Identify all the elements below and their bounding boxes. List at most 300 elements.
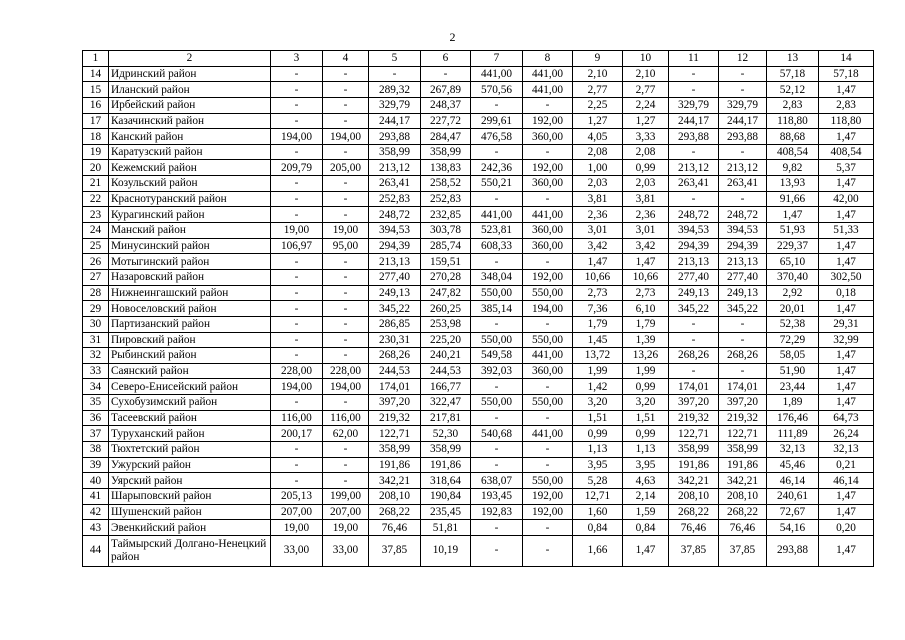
value-cell: 1,47 <box>819 535 874 566</box>
table-row <box>83 82 874 98</box>
row-number-cell: 26 <box>83 254 109 270</box>
table-row <box>83 332 874 348</box>
value-cell: 277,40 <box>669 269 719 285</box>
value-cell: 37,85 <box>369 535 421 566</box>
value-cell: 213,12 <box>669 160 719 176</box>
value-cell: 1,79 <box>573 316 623 332</box>
value-cell: 46,14 <box>819 473 874 489</box>
value-cell: 166,77 <box>421 379 471 395</box>
value-cell: 1,47 <box>819 379 874 395</box>
value-cell: 2,24 <box>623 97 669 113</box>
column-header: 11 <box>669 51 719 67</box>
value-cell: 244,17 <box>669 113 719 129</box>
value-cell: 1,27 <box>623 113 669 129</box>
value-cell: 360,00 <box>523 129 573 145</box>
value-cell: 394,53 <box>369 223 421 239</box>
district-name-cell: Рыбинский район <box>109 348 271 364</box>
value-cell: 268,26 <box>669 348 719 364</box>
value-cell: 213,12 <box>719 160 767 176</box>
value-cell: 5,37 <box>819 160 874 176</box>
value-cell: 244,17 <box>369 113 421 129</box>
value-cell: 441,00 <box>471 207 523 223</box>
value-cell: 19,00 <box>271 223 323 239</box>
value-cell: 76,46 <box>369 520 421 536</box>
value-cell: 342,21 <box>369 473 421 489</box>
district-name-cell: Эвенкийский район <box>109 520 271 536</box>
value-cell: 263,41 <box>719 176 767 192</box>
value-cell: 19,00 <box>323 520 369 536</box>
value-cell: - <box>669 144 719 160</box>
district-name-cell: Каратузский район <box>109 144 271 160</box>
value-cell: 213,13 <box>719 254 767 270</box>
value-cell: 64,73 <box>819 410 874 426</box>
value-cell: 608,33 <box>471 238 523 254</box>
value-cell: 116,00 <box>271 410 323 426</box>
value-cell: 65,10 <box>767 254 819 270</box>
value-cell: 191,86 <box>369 457 421 473</box>
table-row <box>83 379 874 395</box>
value-cell: - <box>271 348 323 364</box>
value-cell: 1,60 <box>573 504 623 520</box>
value-cell: - <box>323 473 369 489</box>
value-cell: 1,27 <box>573 113 623 129</box>
table-row <box>83 395 874 411</box>
district-name-cell: Ирбейский район <box>109 97 271 113</box>
value-cell: 1,47 <box>819 363 874 379</box>
value-cell: 193,45 <box>471 488 523 504</box>
district-name-cell: Шушенский район <box>109 504 271 520</box>
value-cell: - <box>471 442 523 458</box>
value-cell: 19,00 <box>323 223 369 239</box>
table-row <box>83 410 874 426</box>
district-name-cell: Казачинский район <box>109 113 271 129</box>
district-name-cell: Назаровский район <box>109 269 271 285</box>
value-cell: - <box>523 442 573 458</box>
value-cell: 1,00 <box>573 160 623 176</box>
value-cell: 249,13 <box>669 285 719 301</box>
value-cell: 2,83 <box>767 97 819 113</box>
value-cell: 205,13 <box>271 488 323 504</box>
value-cell: 303,78 <box>421 223 471 239</box>
district-name-cell: Таймырский Долгано-Ненецкий район <box>109 535 271 566</box>
value-cell: - <box>323 113 369 129</box>
column-header: 9 <box>573 51 623 67</box>
value-cell: - <box>523 144 573 160</box>
value-cell: - <box>271 457 323 473</box>
value-cell: 192,00 <box>523 504 573 520</box>
row-number-cell: 43 <box>83 520 109 536</box>
value-cell: - <box>323 348 369 364</box>
value-cell: 2,73 <box>573 285 623 301</box>
value-cell: 1,47 <box>819 348 874 364</box>
value-cell: 408,54 <box>767 144 819 160</box>
value-cell: 2,73 <box>623 285 669 301</box>
value-cell: - <box>271 97 323 113</box>
column-header: 2 <box>109 51 271 67</box>
value-cell: 1,89 <box>767 395 819 411</box>
row-number-cell: 14 <box>83 66 109 82</box>
value-cell: 345,22 <box>719 301 767 317</box>
value-cell: 194,00 <box>271 129 323 145</box>
value-cell: 3,20 <box>623 395 669 411</box>
value-cell: 174,01 <box>719 379 767 395</box>
value-cell: 13,72 <box>573 348 623 364</box>
value-cell: - <box>669 316 719 332</box>
row-number-cell: 16 <box>83 97 109 113</box>
value-cell: - <box>523 316 573 332</box>
value-cell: 550,21 <box>471 176 523 192</box>
value-cell: 122,71 <box>669 426 719 442</box>
row-number-cell: 41 <box>83 488 109 504</box>
value-cell: 174,01 <box>369 379 421 395</box>
value-cell: 252,83 <box>369 191 421 207</box>
value-cell: 342,21 <box>719 473 767 489</box>
row-number-cell: 22 <box>83 191 109 207</box>
table-row <box>83 442 874 458</box>
district-name-cell: Кежемский район <box>109 160 271 176</box>
value-cell: - <box>271 191 323 207</box>
value-cell: - <box>471 191 523 207</box>
value-cell: 2,03 <box>623 176 669 192</box>
value-cell: 270,28 <box>421 269 471 285</box>
district-name-cell: Козульский район <box>109 176 271 192</box>
value-cell: - <box>323 82 369 98</box>
value-cell: 205,00 <box>323 160 369 176</box>
value-cell: - <box>523 457 573 473</box>
value-cell: - <box>271 473 323 489</box>
value-cell: 318,64 <box>421 473 471 489</box>
value-cell: 51,33 <box>819 223 874 239</box>
value-cell: 2,77 <box>623 82 669 98</box>
value-cell: 294,39 <box>719 238 767 254</box>
table-row <box>83 129 874 145</box>
row-number-cell: 32 <box>83 348 109 364</box>
value-cell: 228,00 <box>271 363 323 379</box>
row-number-cell: 17 <box>83 113 109 129</box>
value-cell: 342,21 <box>669 473 719 489</box>
value-cell: - <box>323 301 369 317</box>
value-cell: 1,42 <box>573 379 623 395</box>
value-cell: - <box>323 332 369 348</box>
value-cell: 397,20 <box>369 395 421 411</box>
value-cell: 10,66 <box>573 269 623 285</box>
table-row <box>83 223 874 239</box>
value-cell: 76,46 <box>719 520 767 536</box>
table-row <box>83 363 874 379</box>
value-cell: 3,81 <box>623 191 669 207</box>
value-cell: 360,00 <box>523 363 573 379</box>
value-cell: 348,04 <box>471 269 523 285</box>
district-name-cell: Ужурский район <box>109 457 271 473</box>
value-cell: 1,51 <box>573 410 623 426</box>
value-cell: 1,47 <box>623 535 669 566</box>
value-cell: 207,00 <box>323 504 369 520</box>
value-cell: 4,63 <box>623 473 669 489</box>
value-cell: 13,93 <box>767 176 819 192</box>
column-header: 1 <box>83 51 109 67</box>
value-cell: 244,53 <box>369 363 421 379</box>
value-cell: 1,47 <box>819 82 874 98</box>
value-cell: 1,45 <box>573 332 623 348</box>
value-cell: 219,32 <box>669 410 719 426</box>
value-cell: 2,25 <box>573 97 623 113</box>
row-number-cell: 36 <box>83 410 109 426</box>
value-cell: 62,00 <box>323 426 369 442</box>
row-number-cell: 27 <box>83 269 109 285</box>
value-cell: - <box>669 363 719 379</box>
value-cell: - <box>471 379 523 395</box>
value-cell: 358,99 <box>421 442 471 458</box>
value-cell: 1,39 <box>623 332 669 348</box>
district-name-cell: Шарыповский район <box>109 488 271 504</box>
value-cell: 277,40 <box>719 269 767 285</box>
value-cell: 213,13 <box>369 254 421 270</box>
district-name-cell: Мотыгинский район <box>109 254 271 270</box>
value-cell: - <box>271 316 323 332</box>
value-cell: 207,00 <box>271 504 323 520</box>
value-cell: 192,00 <box>523 160 573 176</box>
value-cell: - <box>271 82 323 98</box>
value-cell: - <box>323 191 369 207</box>
value-cell: 549,58 <box>471 348 523 364</box>
row-number-cell: 21 <box>83 176 109 192</box>
value-cell: 358,99 <box>369 442 421 458</box>
value-cell: - <box>271 113 323 129</box>
value-cell: 72,29 <box>767 332 819 348</box>
value-cell: 286,85 <box>369 316 421 332</box>
table-row <box>83 254 874 270</box>
value-cell: 192,00 <box>523 113 573 129</box>
value-cell: 2,14 <box>623 488 669 504</box>
row-number-cell: 24 <box>83 223 109 239</box>
value-cell: 293,88 <box>669 129 719 145</box>
value-cell: 3,95 <box>623 457 669 473</box>
value-cell: 268,26 <box>719 348 767 364</box>
value-cell: - <box>719 82 767 98</box>
value-cell: 0,84 <box>573 520 623 536</box>
value-cell: 2,03 <box>573 176 623 192</box>
value-cell: 3,01 <box>573 223 623 239</box>
value-cell: 2,92 <box>767 285 819 301</box>
value-cell: 550,00 <box>523 395 573 411</box>
value-cell: 240,61 <box>767 488 819 504</box>
district-name-cell: Манский район <box>109 223 271 239</box>
value-cell: 3,20 <box>573 395 623 411</box>
value-cell: 9,82 <box>767 160 819 176</box>
value-cell: 550,00 <box>523 473 573 489</box>
value-cell: - <box>271 332 323 348</box>
district-name-cell: Новоселовский район <box>109 301 271 317</box>
value-cell: 200,17 <box>271 426 323 442</box>
column-header: 4 <box>323 51 369 67</box>
value-cell: - <box>523 410 573 426</box>
value-cell: 1,47 <box>819 504 874 520</box>
value-cell: - <box>421 66 471 82</box>
value-cell: 0,84 <box>623 520 669 536</box>
value-cell: 253,98 <box>421 316 471 332</box>
value-cell: 118,80 <box>819 113 874 129</box>
value-cell: 322,47 <box>421 395 471 411</box>
value-cell: 294,39 <box>369 238 421 254</box>
value-cell: 194,00 <box>323 129 369 145</box>
value-cell: 268,26 <box>369 348 421 364</box>
value-cell: - <box>523 379 573 395</box>
table-row <box>83 473 874 489</box>
value-cell: - <box>719 191 767 207</box>
value-cell: - <box>471 457 523 473</box>
value-cell: 208,10 <box>369 488 421 504</box>
value-cell: 550,00 <box>523 285 573 301</box>
value-cell: 523,81 <box>471 223 523 239</box>
column-header: 6 <box>421 51 471 67</box>
value-cell: 258,52 <box>421 176 471 192</box>
table-row <box>83 301 874 317</box>
value-cell: 0,99 <box>623 379 669 395</box>
value-cell: 33,00 <box>323 535 369 566</box>
value-cell: 329,79 <box>369 97 421 113</box>
value-cell: 32,13 <box>767 442 819 458</box>
value-cell: 242,36 <box>471 160 523 176</box>
value-cell: - <box>719 66 767 82</box>
value-cell: 2,36 <box>573 207 623 223</box>
value-cell: - <box>471 254 523 270</box>
value-cell: 118,80 <box>767 113 819 129</box>
row-number-cell: 39 <box>83 457 109 473</box>
value-cell: 2,08 <box>623 144 669 160</box>
value-cell: 52,38 <box>767 316 819 332</box>
value-cell: 26,24 <box>819 426 874 442</box>
value-cell: - <box>271 301 323 317</box>
value-cell: 88,68 <box>767 129 819 145</box>
value-cell: 213,13 <box>669 254 719 270</box>
value-cell: - <box>471 144 523 160</box>
row-number-cell: 29 <box>83 301 109 317</box>
value-cell: 244,53 <box>421 363 471 379</box>
value-cell: 192,83 <box>471 504 523 520</box>
value-cell: 1,47 <box>819 301 874 317</box>
column-header: 10 <box>623 51 669 67</box>
value-cell: 2,77 <box>573 82 623 98</box>
table-row <box>83 285 874 301</box>
value-cell: 408,54 <box>819 144 874 160</box>
value-cell: 12,71 <box>573 488 623 504</box>
column-header: 14 <box>819 51 874 67</box>
value-cell: 293,88 <box>719 129 767 145</box>
value-cell: 550,00 <box>471 332 523 348</box>
value-cell: 10,19 <box>421 535 471 566</box>
value-cell: 13,26 <box>623 348 669 364</box>
row-number-cell: 19 <box>83 144 109 160</box>
value-cell: 294,39 <box>669 238 719 254</box>
value-cell: 385,14 <box>471 301 523 317</box>
row-number-cell: 18 <box>83 129 109 145</box>
value-cell: 42,00 <box>819 191 874 207</box>
value-cell: 358,99 <box>421 144 471 160</box>
value-cell: - <box>271 254 323 270</box>
value-cell: 122,71 <box>719 426 767 442</box>
value-cell: - <box>323 316 369 332</box>
value-cell: 1,99 <box>623 363 669 379</box>
table-body <box>83 66 874 566</box>
value-cell: 244,17 <box>719 113 767 129</box>
table-row <box>83 113 874 129</box>
value-cell: 10,66 <box>623 269 669 285</box>
value-cell: 122,71 <box>369 426 421 442</box>
value-cell: 0,20 <box>819 520 874 536</box>
value-cell: 2,10 <box>623 66 669 82</box>
value-cell: 57,18 <box>819 66 874 82</box>
value-cell: - <box>323 442 369 458</box>
value-cell: - <box>323 97 369 113</box>
district-name-cell: Минусинский район <box>109 238 271 254</box>
value-cell: 285,74 <box>421 238 471 254</box>
value-cell: - <box>719 144 767 160</box>
district-name-cell: Тюхтетский район <box>109 442 271 458</box>
row-number-cell: 33 <box>83 363 109 379</box>
value-cell: 191,86 <box>669 457 719 473</box>
value-cell: - <box>669 66 719 82</box>
value-cell: 268,22 <box>669 504 719 520</box>
value-cell: 289,32 <box>369 82 421 98</box>
value-cell: 268,22 <box>719 504 767 520</box>
value-cell: 345,22 <box>669 301 719 317</box>
value-cell: - <box>323 457 369 473</box>
value-cell: 194,00 <box>271 379 323 395</box>
value-cell: 299,61 <box>471 113 523 129</box>
value-cell: 235,45 <box>421 504 471 520</box>
value-cell: - <box>369 66 421 82</box>
value-cell: 1,47 <box>573 254 623 270</box>
value-cell: - <box>271 442 323 458</box>
value-cell: 209,79 <box>271 160 323 176</box>
value-cell: 329,79 <box>669 97 719 113</box>
row-number-cell: 34 <box>83 379 109 395</box>
value-cell: 0,99 <box>573 426 623 442</box>
value-cell: 228,00 <box>323 363 369 379</box>
value-cell: 248,72 <box>369 207 421 223</box>
value-cell: 191,86 <box>421 457 471 473</box>
row-number-cell: 28 <box>83 285 109 301</box>
row-number-cell: 20 <box>83 160 109 176</box>
value-cell: 1,47 <box>819 488 874 504</box>
value-cell: - <box>323 269 369 285</box>
value-cell: 1,59 <box>623 504 669 520</box>
value-cell: 4,05 <box>573 129 623 145</box>
row-number-cell: 35 <box>83 395 109 411</box>
value-cell: 37,85 <box>719 535 767 566</box>
value-cell: 476,58 <box>471 129 523 145</box>
value-cell: 1,47 <box>767 207 819 223</box>
value-cell: 33,00 <box>271 535 323 566</box>
value-cell: 550,00 <box>471 395 523 411</box>
value-cell: 540,68 <box>471 426 523 442</box>
value-cell: 0,18 <box>819 285 874 301</box>
value-cell: 249,13 <box>369 285 421 301</box>
row-number-cell: 44 <box>83 535 109 566</box>
value-cell: 252,83 <box>421 191 471 207</box>
value-cell: 46,14 <box>767 473 819 489</box>
value-cell: 1,47 <box>623 254 669 270</box>
page-number: 2 <box>449 30 456 44</box>
value-cell: 208,10 <box>719 488 767 504</box>
value-cell: 54,16 <box>767 520 819 536</box>
value-cell: 227,72 <box>421 113 471 129</box>
value-cell: - <box>271 395 323 411</box>
value-cell: 213,12 <box>369 160 421 176</box>
value-cell: 23,44 <box>767 379 819 395</box>
value-cell: 2,10 <box>573 66 623 82</box>
value-cell: - <box>471 535 523 566</box>
